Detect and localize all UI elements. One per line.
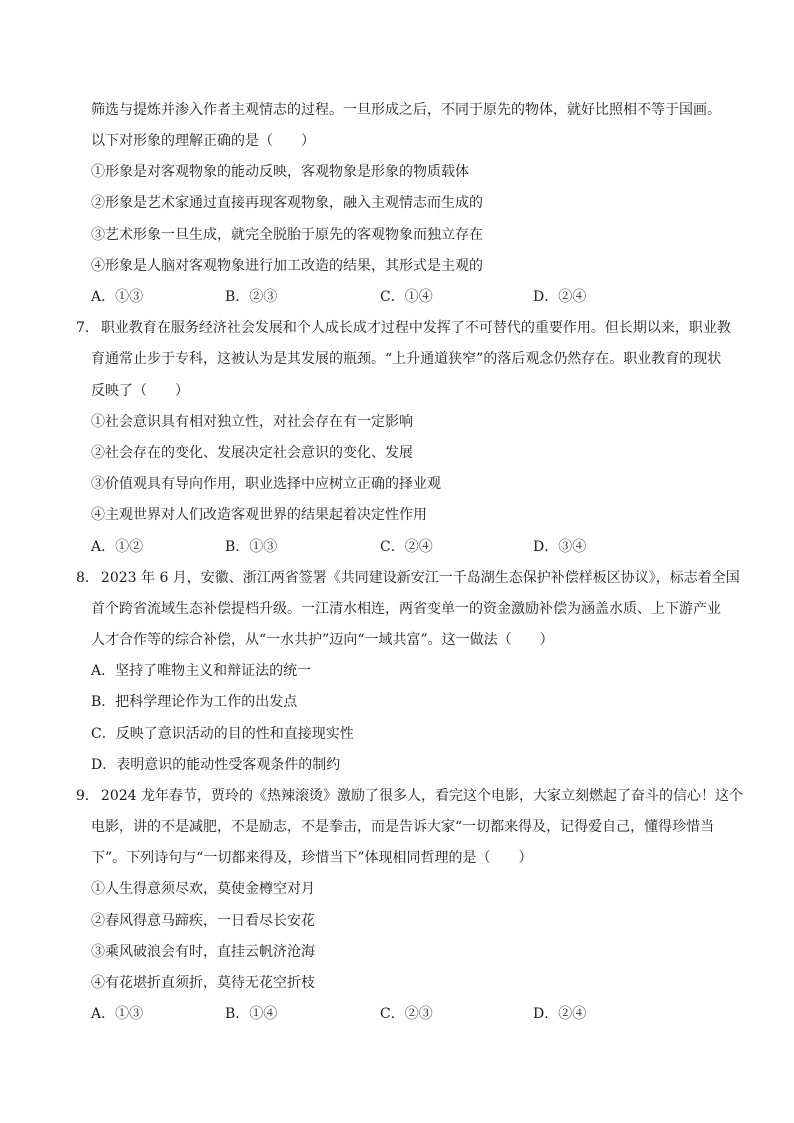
q8-option-c[interactable]: C．反映了意识活动的目的性和直接现实性 [91,726,354,742]
q7-option-b[interactable]: B．①③ [225,539,278,555]
q6-statement-2: ②形象是艺术家通过直接再现客观物象，融入主观情志而生成的 [91,195,483,211]
q9-number: 9． [76,788,99,804]
q8-stem-line-3: 人才合作等的综合补偿，从“一水共护”迈向“一域共富”。这一做法（ ） [91,632,554,648]
q8-option-b[interactable]: B．把科学理论作为工作的出发点 [91,694,298,710]
q9-stem-line-1: 9． 2024 龙年春节，贾玲的《热辣滚烫》激励了很多人，看完这个电影，大家立刻燃起了奋斗的信心！这个 [76,788,743,804]
q7-number: 7． [76,320,99,336]
q9-stem-line-2: 电影，讲的不是减肥，不是励志，不是拳击，而是告诉大家“一切都来得及，记得爱自己，懂得珍惜当 [91,819,715,835]
q6-stem-line-2: 以下对形象的理解正确的是（ ） [91,133,315,149]
q7-stem-line-3: 反映了（ ） [91,383,189,399]
q6-option-b[interactable]: B．②③ [225,289,278,305]
q7-option-c[interactable]: C．②④ [380,539,433,555]
q6-statement-1: ①形象是对客观物象的能动反映，客观物象是形象的物质载体 [91,164,469,180]
q7-option-a[interactable]: A．①② [91,539,144,555]
q9-option-b[interactable]: B．①④ [225,1006,278,1022]
q6-statement-4: ④形象是人脑对客观物象进行加工改造的结果，其形式是主观的 [91,258,483,274]
q9-statement-2: ②春风得意马蹄疾，一日看尽长安花 [91,913,315,929]
q8-number: 8． [76,570,99,586]
q8-option-a[interactable]: A．坚持了唯物主义和辩证法的统一 [91,663,312,679]
q8-option-d[interactable]: D．表明意识的能动性受客观条件的制约 [91,757,341,773]
q6-option-d[interactable]: D．②④ [533,289,587,305]
q7-statement-2: ②社会存在的变化、发展决定社会意识的变化、发展 [91,445,413,461]
q9-option-a[interactable]: A．①③ [91,1006,144,1022]
q7-option-d[interactable]: D．③④ [533,539,587,555]
q6-stem-line-1: 筛选与提炼并渗入作者主观情志的过程。一旦形成之后，不同于原先的物体，就好比照相不等于国画。 [91,102,721,118]
q8-stem-line-2: 首个跨省流域生态补偿提档升级。一江清水相连，两省变单一的资金激励补偿为涵盖水质、上下游产业 [91,601,721,617]
q7-stem-line-1: 7． 职业教育在服务经济社会发展和个人成长成才过程中发挥了不可替代的重要作用。但长期以来，职业教 [76,320,731,336]
q6-statement-3: ③艺术形象一旦生成，就完全脱胎于原先的客观物象而独立存在 [91,227,483,243]
q9-option-c[interactable]: C．②③ [380,1006,433,1022]
q6-option-c[interactable]: C．①④ [380,289,433,305]
q9-statement-1: ①人生得意须尽欢，莫使金樽空对月 [91,881,315,897]
q9-statement-3: ③乘风破浪会有时，直挂云帆济沧海 [91,944,315,960]
q7-statement-3: ③价值观具有导向作用，职业选择中应树立正确的择业观 [91,476,441,492]
q9-statement-4: ④有花堪折直须折，莫待无花空折枝 [91,975,315,991]
q9-stem-line-3: 下”。下列诗句与“一切都来得及，珍惜当下”体现相同哲理的是（ ） [91,850,533,866]
q7-stem-line-2: 育通常止步于专科，这被认为是其发展的瓶颈。“上升通道狭窄”的落后观念仍然存在。职业教育的现状 [91,351,722,367]
q7-statement-4: ④主观世界对人们改造客观世界的结果起着决定性作用 [91,507,427,523]
q6-option-a[interactable]: A．①③ [91,289,144,305]
q7-statement-1: ①社会意识具有相对独立性，对社会存在有一定影响 [91,414,413,430]
q9-option-d[interactable]: D．②④ [533,1006,587,1022]
q8-stem-line-1: 8． 2023 年 6 月，安徽、浙江两省签署《共同建设新安江一千岛湖生态保护补偿样板区协议》，标志着全国 [76,570,740,586]
